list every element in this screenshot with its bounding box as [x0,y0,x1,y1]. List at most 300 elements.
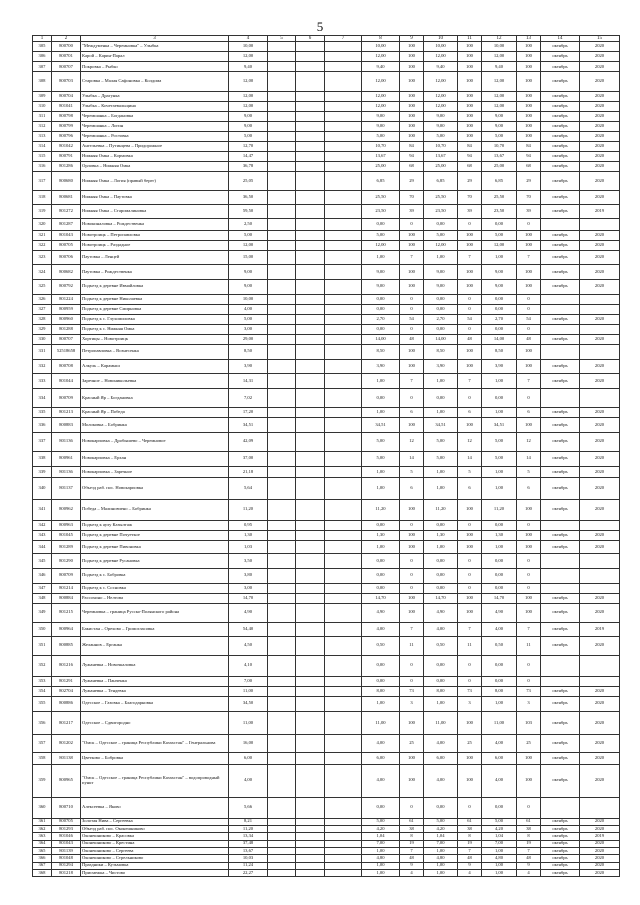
table-cell: 5,66 [229,797,268,818]
table-cell [268,603,296,622]
table-row [33,205,620,219]
table-cell [268,359,296,374]
table-cell: Новотроицк – Петропавловка [81,230,229,240]
table-cell: 1,00 [482,862,517,869]
table-cell: 103 [517,711,541,735]
table-cell [268,840,296,847]
table-cell: 0,00 [424,520,458,530]
table-cell: 2019 [580,833,620,840]
table-row [33,622,620,636]
table-cell: 320 [33,218,52,230]
table-cell: 801287 [52,218,81,230]
table-cell: Петропавловка – Вознесенка [81,344,229,359]
table-cell: 801202 [52,735,81,752]
table-cell [296,676,325,686]
table-cell [268,205,296,219]
table-cell: октябрь [541,603,580,622]
page-number: 5 [316,19,324,34]
table-cell: 356 [33,711,52,735]
table-cell: 0 [400,324,424,334]
table-cell: 800705 [52,818,81,825]
table-cell: 6,85 [362,172,400,191]
table-row [33,101,620,111]
table-cell: 9,00 [482,121,517,131]
table-cell: октябрь [541,833,580,840]
table-cell [268,655,296,676]
table-cell: 1,00 [362,697,400,712]
table-cell: Красный Яр – Богдановка [81,388,229,407]
table-cell: 11,20 [362,499,400,520]
table-cell: 1,00 [362,847,400,854]
table-cell [296,205,325,219]
table-cell: 0,00 [362,294,400,304]
table-cell: 12,00 [482,101,517,111]
table-cell [325,240,362,250]
table-cell: 4 [400,869,424,876]
table-row [33,603,620,622]
table-cell: 4,80 [362,855,400,862]
table-cell: 1,00 [424,250,458,265]
table-cell: 800706 [52,250,81,265]
table-cell: 1,30 [362,530,400,540]
table-cell: 800962 [52,499,81,520]
table-row [33,121,620,131]
table-cell: 355 [33,697,52,712]
table-cell [325,218,362,230]
table-cell: 0 [400,797,424,818]
table-cell: 48 [400,334,424,344]
table-cell: 357 [33,735,52,752]
table-cell: 0,00 [424,655,458,676]
table-cell: 2020 [580,764,620,797]
table-cell: 14 [400,451,424,466]
table-cell: 801137 [52,478,81,499]
table-row [33,869,620,876]
table-cell: 100 [400,42,424,52]
table-cell [268,833,296,840]
table-cell [268,280,296,295]
table-cell [325,324,362,334]
table-cell: октябрь [541,862,580,869]
table-cell: 100 [517,540,541,554]
table-cell: 1,00 [424,869,458,876]
table-cell: 2,70 [424,314,458,324]
table-cell: 2020 [580,636,620,655]
table-cell: 29 [458,172,482,191]
column-number: 2 [52,36,81,42]
table-cell [268,622,296,636]
table-cell: 333 [33,374,52,389]
table-cell [268,240,296,250]
table-cell: 2020 [580,711,620,735]
table-cell: 100 [517,111,541,121]
table-cell: 800703 [52,72,81,91]
table-cell: Присмежка – Чистово [81,869,229,876]
table-cell: 2020 [580,540,620,554]
table-cell: 800961 [52,451,81,466]
table-cell: 12,00 [362,72,400,91]
table-cell [580,294,620,304]
table-cell [268,530,296,540]
table-cell: 4,10 [229,655,268,676]
table-cell: Желаннов – Ерганка [81,636,229,655]
table-cell [268,825,296,832]
table-cell: 4,90 [362,603,400,622]
table-cell [296,131,325,141]
table-cell: 2020 [580,314,620,324]
table-cell: 0 [517,676,541,686]
table-cell: 801272 [52,205,81,219]
table-cell: 1,00 [424,847,458,854]
table-cell: 100 [458,62,482,72]
table-cell [296,265,325,280]
table-cell: 1,00 [482,408,517,418]
table-cell [268,676,296,686]
table-cell: 2020 [580,250,620,265]
table-cell [325,833,362,840]
table-cell: 5,00 [424,131,458,141]
table-cell: 34,50 [229,697,268,712]
table-cell: 14,00 [362,334,400,344]
table-cell: 347 [33,583,52,593]
table-cell: 100 [458,52,482,62]
table-cell: 1,00 [482,697,517,712]
table-cell [296,418,325,433]
table-cell: 12,00 [362,91,400,101]
table-cell [268,111,296,121]
table-cell: 800884 [52,593,81,603]
table-cell: Улыбка – Кочетаевальщина [81,101,229,111]
table-cell: 9,40 [424,62,458,72]
table-cell: 12,00 [362,240,400,250]
table-cell: 800960 [52,314,81,324]
table-cell: 100 [517,764,541,797]
table-cell: 5,00 [229,131,268,141]
table-cell: 5,00 [424,451,458,466]
table-cell: 4,00 [424,622,458,636]
table-cell [296,162,325,172]
table-cell: 4,90 [424,603,458,622]
table-cell: 10,00 [482,42,517,52]
table-cell: 0,50 [362,636,400,655]
table-cell: 100 [458,230,482,240]
table-row [33,62,620,72]
table-cell: Победа – Малиновчено – Бобринка [81,499,229,520]
table-cell: 7 [400,374,424,389]
table-cell: 100 [517,52,541,62]
table-cell: 5,00 [482,131,517,141]
table-cell: 0,00 [362,218,400,230]
table-cell: Нижняя Омка – Логия (правый берег) [81,172,229,191]
table-cell: 0 [517,388,541,407]
table-cell: 48 [400,855,424,862]
table-cell [296,451,325,466]
table-cell [580,569,620,584]
table-row [33,478,620,499]
table-cell: октябрь [541,62,580,72]
column-number: 5 [268,36,296,42]
table-cell [325,855,362,862]
table-cell: 801294 [52,862,81,869]
table-cell [268,855,296,862]
table-cell [325,304,362,314]
table-cell: 800798 [52,111,81,121]
table-cell [268,711,296,735]
table-cell: 10,70 [424,141,458,151]
table-cell: Новокарповка – Заречное [81,466,229,478]
table-row [33,686,620,696]
table-cell: 2020 [580,735,620,752]
table-cell: 11,20 [482,499,517,520]
table-cell: октябрь [541,101,580,111]
table-cell: Одесское – Сдвигородно [81,711,229,735]
table-cell: 353 [33,676,52,686]
table-cell: 7 [400,622,424,636]
table-cell: 10,00 [229,42,268,52]
table-cell: 1,04 [424,833,458,840]
table-cell: 6 [400,408,424,418]
table-cell: октябрь [541,711,580,735]
table-cell: 5,64 [229,478,268,499]
table-row [33,466,620,478]
table-cell [268,818,296,825]
table-cell: 801045 [52,530,81,540]
table-cell: 2020 [580,101,620,111]
table-cell: 0,00 [362,797,400,818]
table-cell [268,152,296,162]
table-cell: 100 [458,91,482,101]
table-cell [325,52,362,62]
table-cell [325,334,362,344]
table-cell [268,388,296,407]
table-cell: 1,00 [482,478,517,499]
table-cell: 100 [400,344,424,359]
table-cell [296,374,325,389]
table-cell: 801288 [52,324,81,334]
table-cell: октябрь [541,52,580,62]
table-cell: 314 [33,141,52,151]
table-cell: 100 [400,52,424,62]
table-cell: 9 [517,862,541,869]
table-cell [325,569,362,584]
table-cell: Подъезд к деревне Русановка [81,554,229,569]
table-cell: 2020 [580,280,620,295]
table-cell: 4,20 [424,825,458,832]
table-cell [325,847,362,854]
table-cell: 3,80 [229,569,268,584]
table-cell: 1,03 [229,540,268,554]
table-cell: 3,00 [229,324,268,334]
table-cell: 11,00 [424,711,458,735]
table-cell: 2020 [580,432,620,451]
table-cell: 25,50 [424,191,458,205]
table-cell: 100 [458,280,482,295]
table-cell: 9,00 [229,265,268,280]
table-cell: 6 [400,478,424,499]
table-cell: 3,90 [229,359,268,374]
table-cell: 7 [400,847,424,854]
table-cell: 4,00 [362,622,400,636]
table-cell: 100 [517,230,541,240]
table-cell [268,569,296,584]
table-cell: 25,50 [362,191,400,205]
table-cell: 14,70 [362,593,400,603]
table-cell: 14,70 [229,593,268,603]
table-cell: 2020 [580,862,620,869]
table-cell: 361 [33,818,52,825]
table-cell: 0,00 [362,569,400,584]
table-cell: 2020 [580,111,620,121]
table-cell: 1,00 [424,697,458,712]
table-cell: 100 [517,91,541,101]
table-cell: 325 [33,280,52,295]
table-cell: 13,67 [482,152,517,162]
table-cell [325,131,362,141]
table-cell [296,797,325,818]
table-cell: 6,00 [482,752,517,764]
table-row [33,593,620,603]
table-cell: 17,20 [229,408,268,418]
table-row [33,676,620,686]
table-cell: 16,00 [229,735,268,752]
table-cell: 9,00 [362,265,400,280]
table-cell: 10,03 [229,855,268,862]
table-cell: Подъезд к с. Нижняя Омка [81,324,229,334]
table-cell: 800964 [52,622,81,636]
table-row [33,111,620,121]
table-cell: 100 [517,530,541,540]
table-cell: 0 [458,583,482,593]
table-cell: 12,00 [229,101,268,111]
table-cell: 800709 [52,569,81,584]
table-cell: 4,90 [482,603,517,622]
table-cell [296,72,325,91]
table-cell: 10,00 [424,42,458,52]
table-cell: 94 [517,152,541,162]
table-cell: 348 [33,593,52,603]
table-cell: 73 [517,686,541,696]
table-cell: 61 [517,818,541,825]
table-cell: 8,00 [362,686,400,696]
column-number: 7 [325,36,362,42]
table-cell [296,847,325,854]
column-number: 1 [33,36,52,42]
table-cell: 5,00 [362,432,400,451]
table-row [33,191,620,205]
table-cell [296,593,325,603]
table-cell: 800680 [52,172,81,191]
table-cell: октябрь [541,334,580,344]
table-cell: 332 [33,359,52,374]
table-cell: 14,00 [482,334,517,344]
table-cell: 6,00 [362,752,400,764]
table-cell [296,554,325,569]
table-cell: 0,00 [362,388,400,407]
table-cell: 336 [33,418,52,433]
table-cell: 2,50 [229,218,268,230]
table-cell [325,752,362,764]
table-cell [541,583,580,593]
table-cell: 13,34 [229,833,268,840]
column-number: 4 [229,36,268,42]
table-cell: 9,00 [229,111,268,121]
table-cell [268,62,296,72]
table-cell: 100 [458,111,482,121]
table-cell: 2020 [580,240,620,250]
table-cell: октябрь [541,162,580,172]
table-cell: Нижняя Омка – Паутовка [81,191,229,205]
table-cell: 330 [33,334,52,344]
table-cell: Новотроицк – Раздадное [81,240,229,250]
table-cell [268,304,296,314]
table-cell: 0,00 [424,294,458,304]
table-cell: 1,00 [482,847,517,854]
table-cell: 800710 [52,797,81,818]
table-cell: 1,00 [424,408,458,418]
table-cell: 2020 [580,818,620,825]
table-cell [296,818,325,825]
table-cell: 800707 [52,62,81,72]
table-cell: 84 [517,141,541,151]
table-cell [541,520,580,530]
table-cell: Подъезд к с. Глухомиловка [81,314,229,324]
table-cell [268,752,296,764]
table-cell: 94 [458,152,482,162]
table-cell: 25 [517,735,541,752]
table-cell: 0,00 [482,797,517,818]
table-cell [296,530,325,540]
table-cell [541,304,580,314]
table-cell: Объезд раб. пос. Оконешниково [81,825,229,832]
table-cell: 4,00 [229,304,268,314]
table-row [33,131,620,141]
table-cell: 4,00 [424,735,458,752]
table-cell [541,554,580,569]
table-cell: 12,00 [362,52,400,62]
table-cell: 801214 [52,583,81,593]
table-cell [296,101,325,111]
table-cell: 12,70 [229,141,268,151]
table-cell: 0 [517,797,541,818]
table-cell [296,344,325,359]
table-cell: 2020 [580,334,620,344]
table-cell: Лужаневка – Панченка [81,676,229,686]
table-cell: 0 [400,554,424,569]
table-cell: 2020 [580,91,620,101]
table-cell: 0 [458,569,482,584]
column-number: 6 [296,36,325,42]
column-number: 13 [517,36,541,42]
table-cell: 100 [517,344,541,359]
table-cell: 4,00 [229,764,268,797]
table-row [33,52,620,62]
table-cell: 800705 [52,240,81,250]
table-cell: 11,20 [229,825,268,832]
table-cell [296,314,325,324]
table-cell: 100 [517,593,541,603]
table-cell [296,294,325,304]
column-number: 15 [580,36,620,42]
table-cell: 70 [458,191,482,205]
table-cell [325,697,362,712]
table-cell: Алкуль – Карамыш [81,359,229,374]
table-cell [296,869,325,876]
table-row [33,72,620,91]
table-cell: октябрь [541,752,580,764]
table-cell [268,230,296,240]
table-cell: 10,00 [362,42,400,52]
table-cell: 100 [458,764,482,797]
